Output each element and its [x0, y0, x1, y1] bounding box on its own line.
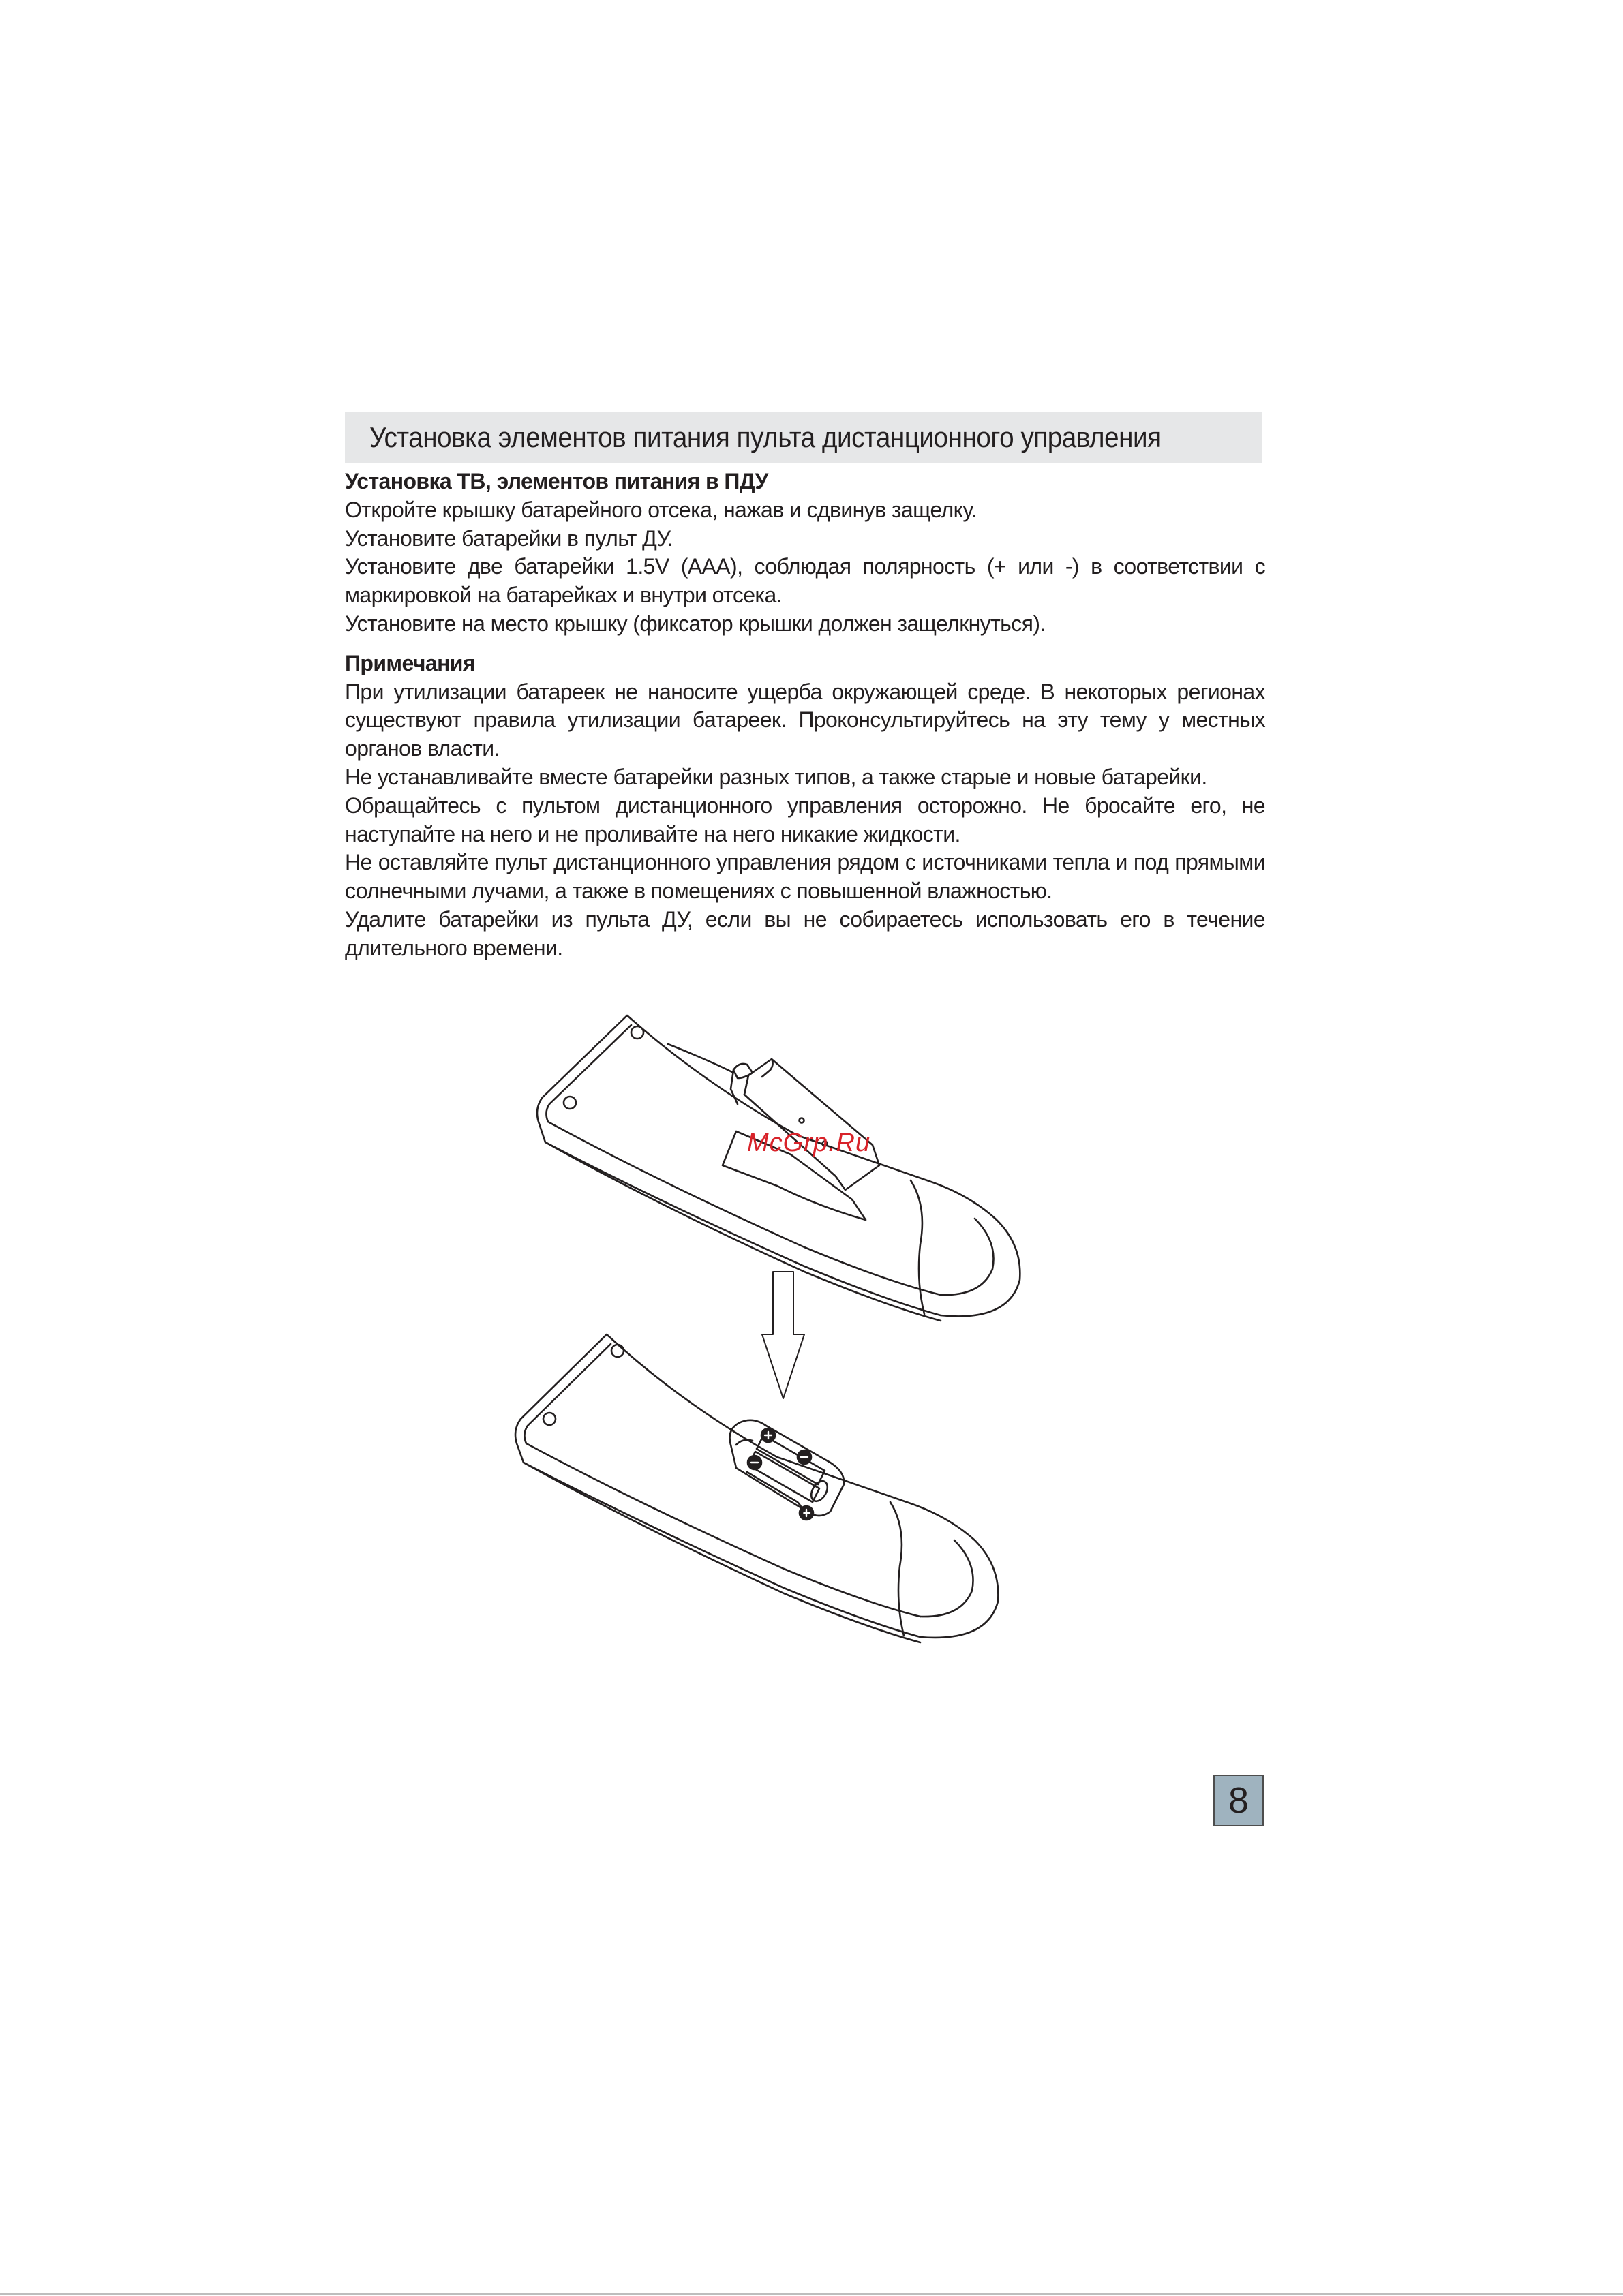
install-step: Установите две батарейки 1.5V (ААА), соблюдая полярность (+ или -) в соответствии с маркировкой на батарейках и внутри отсека.: [345, 554, 1265, 608]
install-step: Откройте крышку батарейного отсека, нажав и сдвинув защелку.: [345, 497, 977, 522]
remote-with-batteries: [515, 1334, 998, 1642]
remote-body-outline: [515, 1334, 998, 1638]
note-item: При утилизации батареек не наносите ущерба окружающей среде. В некоторых регионах существуют правила утилизации батареек. Проконсультируйтесь на эту тему у местных органов власти.: [345, 679, 1265, 761]
install-step: Установите на место крышку (фиксатор крышки должен защелкнуться).: [345, 611, 1046, 636]
note-item: Удалите батарейки из пульта ДУ, если вы не собираетесь использовать его в течение длительного времени.: [345, 906, 1265, 960]
notes-heading: Примечания: [345, 650, 475, 675]
section-title-bar: [345, 412, 1262, 463]
down-arrow: [762, 1272, 804, 1398]
watermark-text: McGrp.Ru: [747, 1129, 871, 1157]
page-number: 8: [1213, 1775, 1264, 1826]
note-item: Не устанавливайте вместе батарейки разных типов, а также старые и новые батарейки.: [345, 764, 1207, 789]
remote-with-open-lid: [537, 1015, 1020, 1321]
note-item: Обращайтесь с пультом дистанционного управления осторожно. Не бросайте его, не наступайте на него и не проливайте на него никакие жидкости.: [345, 793, 1265, 846]
install-heading: Установка ТВ, элементов питания в ПДУ: [345, 469, 768, 493]
install-step: Установите батарейки в пульт ДУ.: [345, 525, 673, 551]
note-item: Не оставляйте пульт дистанционного управления рядом с источниками тепла и под прямыми солнечными лучами, а также в помещениях с повышенной влажностью.: [345, 850, 1265, 904]
section-title: Установка элементов питания пульта дистанционного управления: [369, 421, 1162, 453]
bottom-rule: [0, 2293, 1623, 2295]
page-content: [345, 468, 1265, 963]
remote-battery-illustration: [504, 1002, 1091, 1656]
